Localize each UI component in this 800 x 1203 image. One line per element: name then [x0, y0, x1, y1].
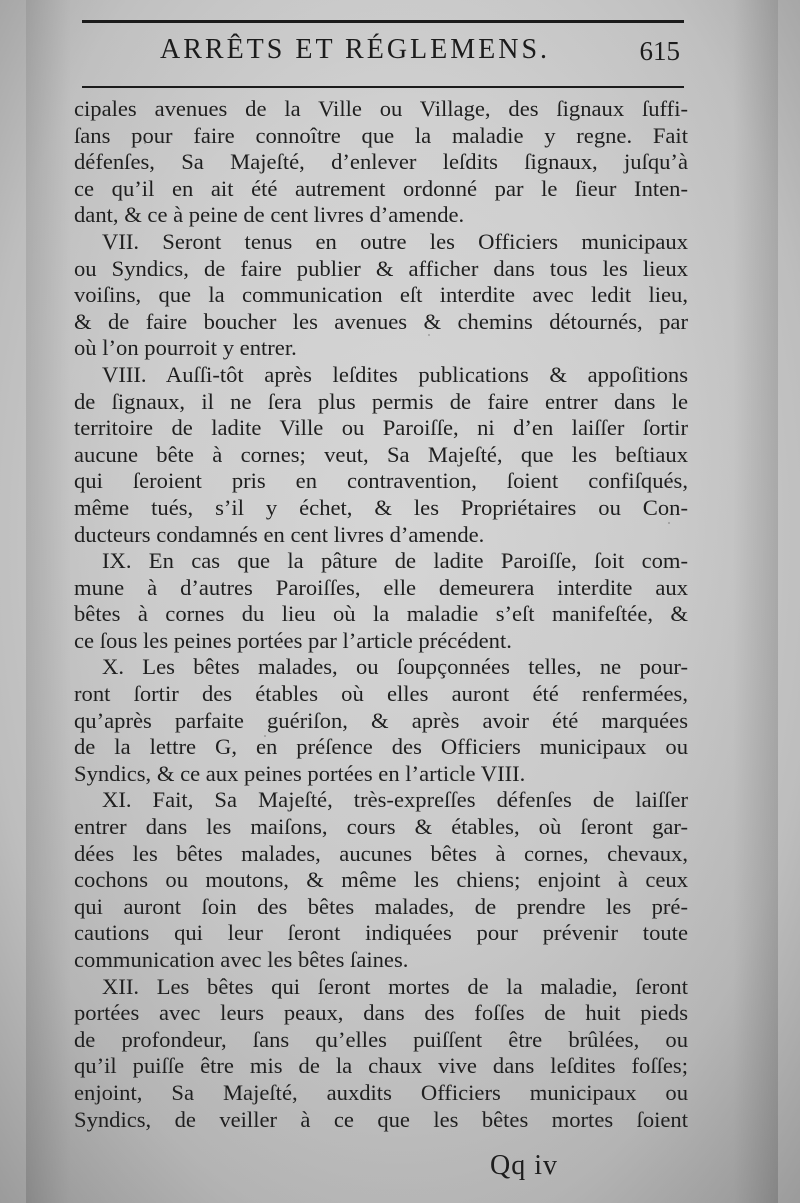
text-line: qu’après parfaite guériſon, & après avoir été marquées [74, 707, 688, 733]
text-line: VII. Seront tenus en outre les Officiers municipaux [102, 228, 688, 254]
article-xii [74, 974, 688, 1134]
running-title: ARRÊTS ET RÉGLEMENS. [160, 34, 551, 65]
text-line: X. Les bêtes malades, ou ſoupçonnées telles, ne pour- [102, 654, 688, 680]
text-line: territoire de ladite Ville ou Paroiſſe, ni d’en laiſſer ſortir [74, 415, 688, 441]
text-line: mune à d’autres Paroiſſes, elle demeurera interdite aux [74, 574, 688, 600]
text-line: communication avec les bêtes ſaines. [74, 947, 409, 972]
text-line: même tués, s’il y échet, & les Propriétaires ou Con- [74, 494, 688, 520]
paragraph-continuation [74, 96, 688, 229]
signature-mark: Qq iv [490, 1150, 558, 1181]
body-text [74, 96, 688, 1133]
text-line: Syndics, & ce aux peines portées en l’article VIII. [74, 760, 526, 786]
text-line: XII. Les bêtes qui ſeront mortes de la maladie, ſeront [102, 973, 688, 999]
text-line: & de faire boucher les avenues & chemins détournés, par [74, 308, 688, 334]
article-viii [74, 362, 688, 548]
book-page [26, 0, 778, 1203]
text-line: dant, & ce à peine de cent livres d’amende. [74, 202, 465, 228]
text-line: cochons ou moutons, & même les chiens; enjoint à ceux [74, 867, 688, 893]
text-line: dées les bêtes malades, aucunes bêtes à cornes, chevaux, [74, 840, 688, 866]
text-line: bêtes à cornes du lieu où la maladie s’eſt manifeſtée, & [74, 601, 688, 627]
text-line: VIII. Auſſi-tôt après leſdites publications & appoſitions [102, 361, 688, 387]
article-xi [74, 787, 688, 973]
text-line: ou Syndics, de faire publier & afficher dans tous les lieux [74, 255, 688, 281]
article-vii [74, 229, 688, 362]
text-line: ce ſous les peines portées par l’article précédent. [74, 627, 512, 653]
text-line: enjoint, Sa Majeſté, auxdits Officiers municipaux ou [74, 1079, 688, 1105]
article-ix [74, 548, 688, 654]
text-line: cipales avenues de la Ville ou Village, des ſignaux ſuffi- [74, 96, 688, 121]
text-line: de la lettre G, en préſence des Officiers municipaux ou [74, 734, 688, 760]
text-line: qui auront ſoin des bêtes malades, de prendre les pré- [74, 893, 688, 919]
print-speck [586, 1009, 588, 1011]
text-line: de profondeur, ſans qu’elles puiſſent être brûlées, ou [74, 1026, 688, 1052]
text-line: portées avec leurs peaux, dans des foſſes de huit pieds [74, 1000, 688, 1026]
header-bottom-rule [82, 86, 684, 88]
text-line: ſans pour faire connoître que la maladie y regne. Fait [74, 122, 688, 148]
text-line: qu’il puiſſe être mis de la chaux vive dans leſdites foſſes; [74, 1053, 688, 1079]
print-speck [264, 735, 266, 737]
text-line: aucune bête à cornes; veut, Sa Majeſté, que les beſtiaux [74, 441, 688, 467]
text-line: où l’on pourroit y entrer. [74, 335, 297, 361]
text-line: ce qu’il en ait été autrement ordonné par le ſieur Inten- [74, 175, 688, 201]
page-number: 615 [639, 36, 680, 66]
text-line: Syndics, de veiller à ce que les bêtes mortes ſoient [74, 1106, 688, 1132]
print-speck [428, 334, 430, 336]
text-line: IX. En cas que la pâture de ladite Paroiſſe, ſoit com- [102, 548, 688, 574]
text-line: cautions qui leur ſeront indiquées pour prévenir toute [74, 920, 688, 946]
header-top-rule [82, 20, 684, 23]
text-line: défenſes, Sa Majeſté, d’enlever leſdits ſignaux, juſqu’à [74, 149, 688, 175]
text-line: ront ſortir des étables où elles auront été renfermées, [74, 681, 688, 707]
text-line: entrer dans les maiſons, cours & étables, où ſeront gar- [74, 814, 688, 840]
article-x [74, 654, 688, 787]
text-line: voiſins, que la communication eſt interdite avec ledit lieu, [74, 282, 688, 308]
print-speck [144, 142, 146, 144]
text-line: XI. Fait, Sa Majeſté, très-expreſſes défenſes de laiſſer [102, 787, 688, 813]
text-line: de ſignaux, il ne ſera plus permis de faire entrer dans le [74, 388, 688, 414]
text-line: qui ſeroient pris en contravention, ſoient confiſqués, [74, 468, 688, 494]
text-line: ducteurs condamnés en cent livres d’amende. [74, 521, 485, 547]
running-head [82, 30, 684, 78]
print-speck [668, 522, 670, 524]
